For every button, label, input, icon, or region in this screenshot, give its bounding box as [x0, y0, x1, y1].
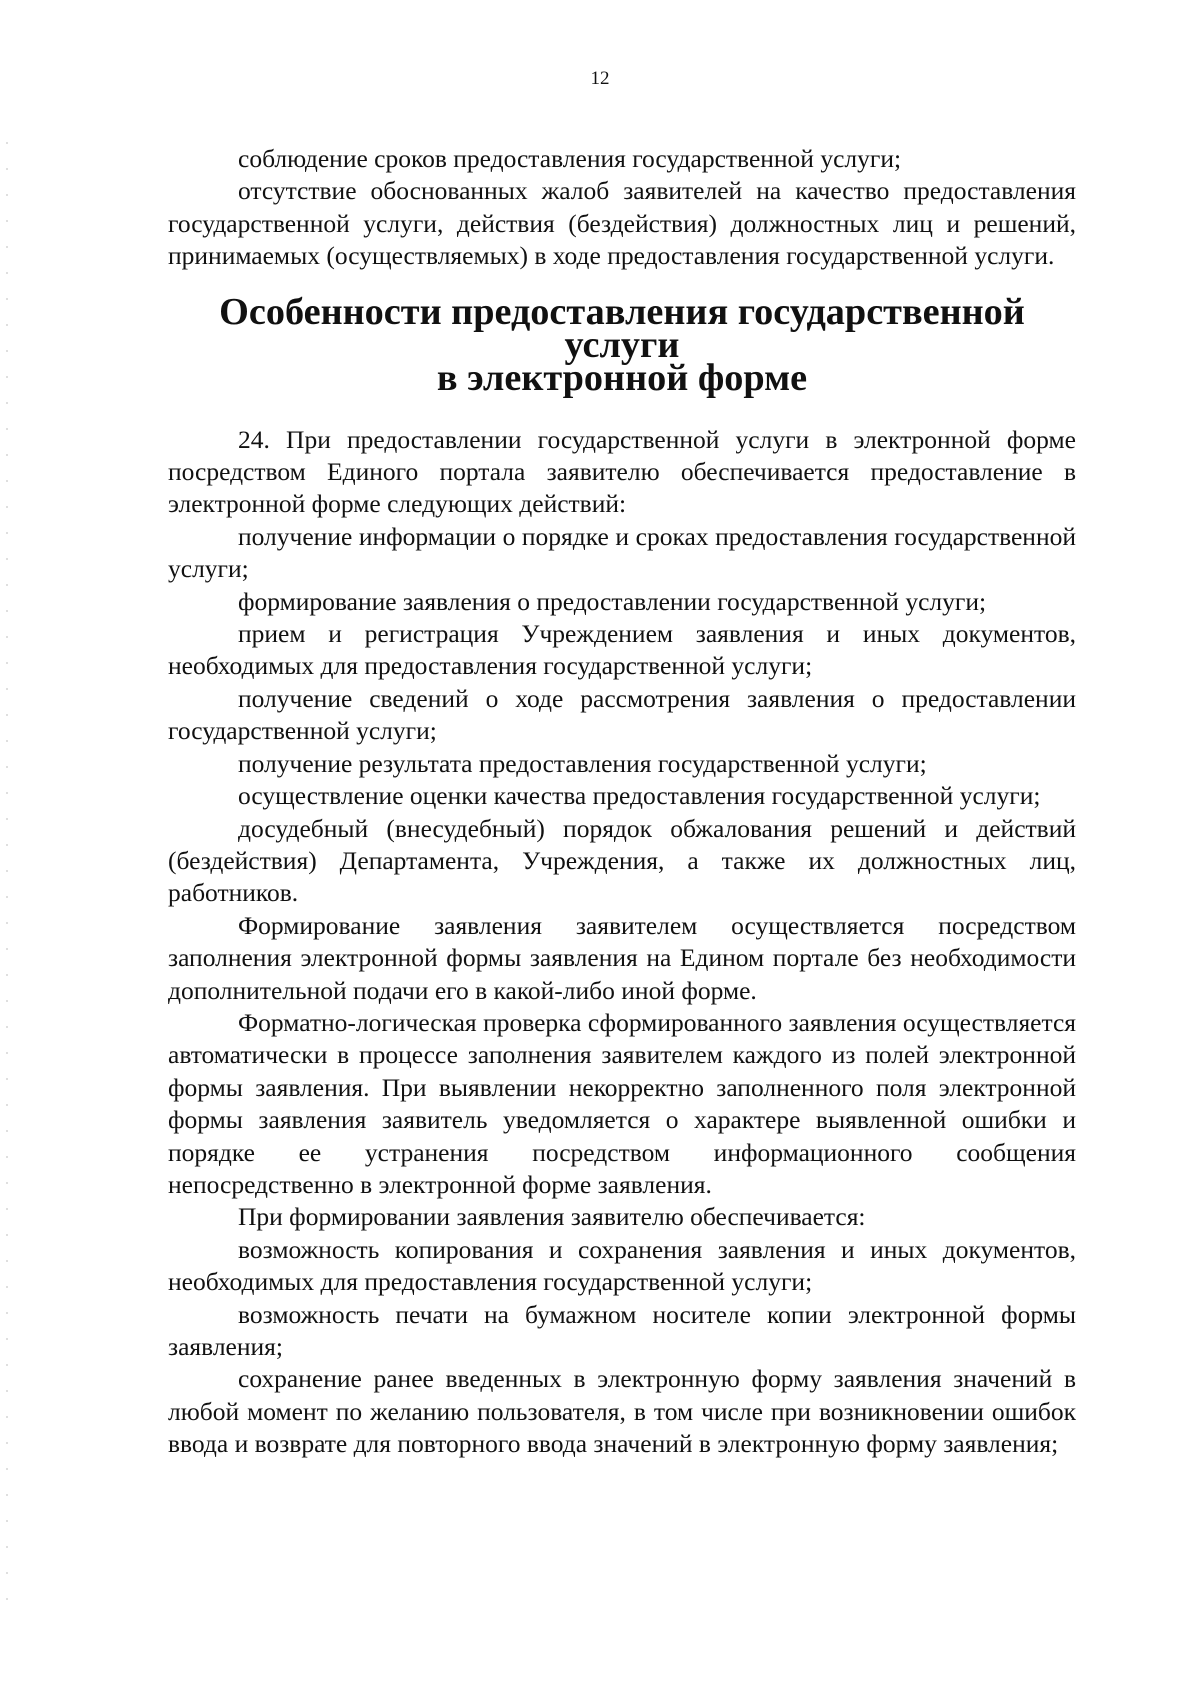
paragraph: Формирование заявления заявителем осуществляется посредством заполнения электронной формы заявления на Едином портале без необходимости дополнительной подачи его в какой-либо иной форме. [168, 910, 1076, 1005]
paragraph: возможность печати на бумажном носителе копии электронной формы заявления; [168, 1299, 1076, 1361]
paragraph: отсутствие обоснованных жалоб заявителей на качество предоставления государственной услуги, действия (бездействия) должностных лиц и решений, принимаемых (осуществляемых) в ходе предоставления государственной услуги. [168, 176, 1076, 271]
paragraph: 24. При предоставлении государственной услуги в электронной форме посредством Единого портала заявителю обеспечивается предоставление в электронной форме следующих действий: [168, 424, 1076, 519]
paragraph: соблюдение сроков предоставления государственной услуги; [238, 144, 902, 173]
paragraph: получение результата предоставления государственной услуги; [238, 748, 927, 778]
section-heading-line: Особенности предоставления государственной услуги [219, 290, 1025, 366]
section-heading [168, 273, 1076, 424]
paragraph: получение информации о порядке и сроках предоставления государственной услуги; [168, 521, 1076, 584]
paragraph: получение сведений о ходе рассмотрения заявления о предоставлении государственной услуги; [168, 683, 1076, 746]
paragraph: прием и регистрация Учреждением заявления и иных документов, необходимых для предоставления государственной услуги; [168, 619, 1076, 681]
paragraph: формирование заявления о предоставлении государственной услуги; [238, 586, 987, 616]
paragraph: возможность копирования и сохранения заявления и иных документов, необходимых для предоставления государственной услуги; [168, 1234, 1076, 1297]
scan-edge-artifact [6, 130, 8, 1610]
paragraph: Форматно-логическая проверка сформированного заявления осуществляется автоматически в процессе заполнения заявителем каждого из полей электронной формы заявления. При выявлении некорректно заполненного поля электронной формы заявления заявитель уведомляется о характере выявленной ошибки и порядке ее устранения посредством информационного сообщения непосредственно в электронной форме заявления. [168, 1007, 1076, 1199]
page-number: 12 [590, 68, 610, 89]
paragraph: сохранение ранее введенных в электронную форму заявления значений в любой момент по желанию пользователя, в том числе при возникновении ошибок ввода и возврате для повторного ввода значений в электронную форму заявления; [168, 1364, 1076, 1459]
document-body [168, 143, 1076, 1461]
paragraph: осуществление оценки качества предоставления государственной услуги; [238, 781, 1041, 811]
paragraph: досудебный (внесудебный) порядок обжалования решений и действий (бездействия) Департамента, Учреждения, а также их должностных лиц, работников. [168, 813, 1076, 908]
section-heading-line: в электронной форме [436, 356, 808, 399]
paragraph: При формировании заявления заявителю обеспечивается: [238, 1202, 866, 1232]
